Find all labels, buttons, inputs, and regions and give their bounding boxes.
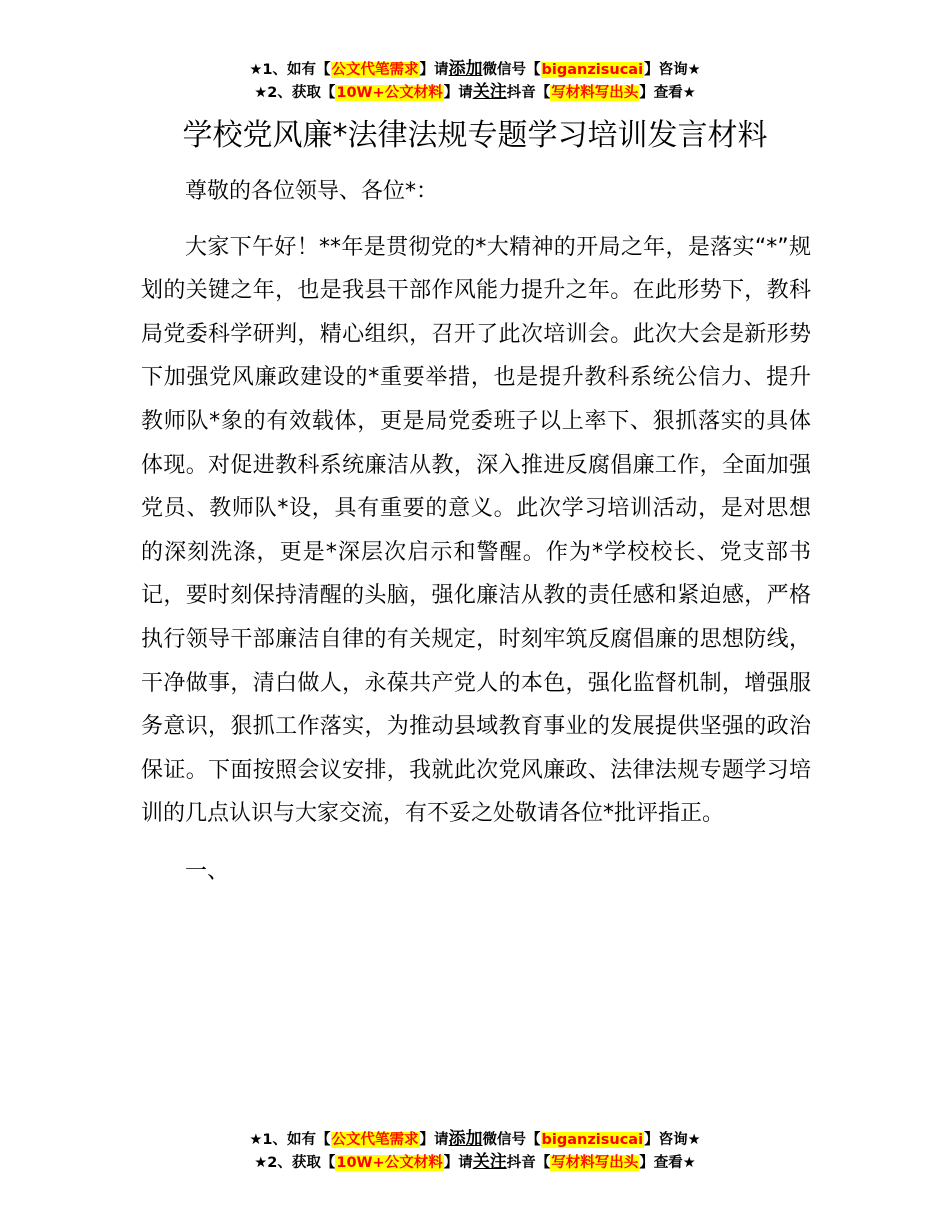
section-heading: 一、 [185, 858, 230, 884]
banner-highlight: biganzisucai [541, 62, 644, 78]
banner-line-1 [0, 1128, 950, 1151]
banner-text: 】咨询★ [644, 1132, 701, 1148]
banner-text: 】请 [419, 1132, 449, 1148]
banner-text: ★1、如有【 [249, 1132, 331, 1148]
banner-text: 】咨询★ [644, 62, 701, 78]
banner-text: 微信号【 [482, 62, 541, 78]
banner-line-2 [0, 1151, 950, 1174]
banner-underlined: 关注 [472, 1152, 507, 1172]
document-title: 学校党风廉*法律法规专题学习培训发言材料 [182, 118, 768, 153]
banner-text: 微信号【 [482, 1132, 541, 1148]
banner-text: 】请 [443, 85, 473, 101]
body-paragraph: 大家下午好！**年是贯彻党的*大精神的开局之年，是落实“*”规划的关键之年，也是我县干部作风能力提升之年。在此形势下，教科局党委科学研判，精心组织，召开了此次培训会。此次大会是新形势下加强党风廉政建设的*重要举措，也是提升教科系统公信力、提升教师队*象的有效载体，更是局党委班子以上率下、狠抓落实的具体体现。对促进教科系统廉洁从教，深入推进反腐倡廉工作，全面加强党员、教师队*设，具有重要的意义。此次学习培训活动，是对思想的深刻洗涤，更是*深层次启示和警醒。作为*学校校长、党支部书记，要时刻保持清醒的头脑，强化廉洁从教的责任感和紧迫感，严格执行领导干部廉洁自律的有关规定，时刻牢筑反腐倡廉的思想防线，干净做事，清白做人，永葆共产党人的本色，强化监督机制，增强服务意识，狠抓工作落实，为推动县域教育事业的发展提供坚强的政治保证。下面按照会议安排，我就此次党风廉政、法律法规专题学习培训的几点认识与大家交流，有不妥之处敬请各位*批评指正。 [141, 234, 811, 827]
banner-text: 抖音【 [506, 1155, 551, 1171]
banner-underlined: 添加 [448, 59, 483, 79]
banner-underlined: 添加 [448, 1129, 483, 1149]
salutation: 尊敬的各位领导、各位*： [185, 179, 439, 204]
banner-highlight: 写材料写出头 [551, 1155, 639, 1171]
banner-highlight: 公文代笔需求 [331, 62, 419, 78]
banner-text: 】查看★ [639, 85, 696, 101]
banner-text: 】请 [419, 62, 449, 78]
banner-highlight: biganzisucai [541, 1132, 644, 1148]
banner-text: ★1、如有【 [249, 62, 331, 78]
footer-banner [0, 1128, 950, 1174]
banner-highlight: 10W+公文材料 [336, 1155, 443, 1171]
banner-text: ★2、获取【 [254, 1155, 336, 1171]
banner-line-2 [0, 81, 950, 104]
banner-text: ★2、获取【 [254, 85, 336, 101]
banner-highlight: 写材料写出头 [551, 85, 639, 101]
banner-highlight: 10W+公文材料 [336, 85, 443, 101]
banner-text: 】查看★ [639, 1155, 696, 1171]
banner-text: 抖音【 [506, 85, 551, 101]
banner-underlined: 关注 [472, 82, 507, 102]
banner-line-1 [0, 58, 950, 81]
banner-text: 】请 [443, 1155, 473, 1171]
header-banner [0, 58, 950, 104]
banner-highlight: 公文代笔需求 [331, 1132, 419, 1148]
document-body [141, 170, 811, 894]
